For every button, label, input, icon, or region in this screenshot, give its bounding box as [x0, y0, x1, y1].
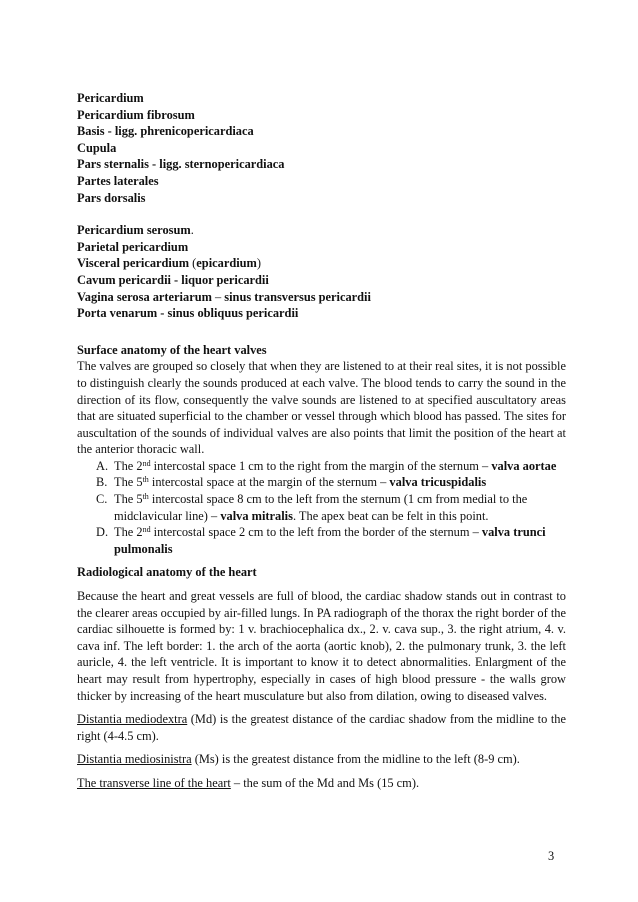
- serosum-sinus-transversus: sinus transversus pericardii: [224, 289, 371, 304]
- list-marker: B.: [96, 475, 108, 490]
- spacer: [77, 704, 566, 711]
- radiological-paragraph: Because the heart and great vessels are full of blood, the cardiac shadow stands out in contrast to the clearer areas occupied by air-filled lungs. In PA radiograph of the thorax the right border of the cardiac silhouette is formed by: 1 v. brachiocephalica dx., 2. v. cava sup., 3. the right atrium, 4. v. cava inf. The left border: 1. the arch of the aorta (aortic knob), 2. the pulmonary trunk, 3. the left auricle, 4. the left ventricle. It is important to know it to detect abnormalities. Enlargment of the heart may result from hypertrophy, especially in cases of high blood pressure - the walls grow thicker by increasing of the heart musculature but also from dilation, owing to diseased valves.: [77, 589, 566, 703]
- serosum-visceral: Visceral pericardium: [77, 256, 190, 271]
- serosum-porta: Porta venarum - sinus obliquus pericardii: [77, 306, 299, 321]
- pericardium-line: Pars dorsalis: [77, 190, 146, 205]
- valve-name: valva trunci pulmonalis: [114, 525, 546, 556]
- ms-term: Distantia mediosinistra: [77, 752, 192, 767]
- valve-text: The 5: [114, 492, 143, 507]
- valve-text: intercostal space 2 cm to the left from the border of the sternum –: [150, 525, 482, 540]
- spacer: [77, 206, 566, 222]
- spacer: [77, 768, 566, 775]
- valve-item-c: [96, 491, 566, 524]
- serosum-vagina-line: [77, 289, 566, 306]
- serosum-parietal: Parietal pericardium: [77, 239, 189, 254]
- pericardium-list: [77, 90, 566, 206]
- spacer: [77, 557, 566, 564]
- serosum-vagina: Vagina serosa arteriarum: [77, 289, 212, 304]
- valve-item-a: [96, 458, 566, 475]
- valve-item-d: [96, 524, 566, 557]
- spacer: [77, 322, 566, 342]
- md-term: Distantia mediodextra: [77, 712, 188, 727]
- valve-text: intercostal space at the margin of the sternum –: [148, 475, 390, 490]
- serosum-visceral-close: ): [256, 256, 262, 271]
- ms-text: (Ms) is the greatest distance from the midline to the left (8-9 cm).: [191, 752, 520, 767]
- serosum-list: [77, 222, 566, 322]
- spacer: [77, 744, 566, 751]
- pericardium-line: Partes laterales: [77, 173, 159, 188]
- list-marker: D.: [96, 525, 109, 540]
- transverse-definition: [77, 775, 566, 792]
- pericardium-line: Pericardium: [77, 91, 144, 105]
- serosum-visceral-open: (: [189, 256, 197, 271]
- serosum-epicardium: epicardium: [196, 256, 257, 271]
- valve-text: The 2: [114, 458, 143, 473]
- pericardium-line: Cupula: [77, 140, 117, 155]
- serosum-cavum: Cavum pericardii - liquor pericardii: [77, 272, 269, 287]
- ordinal-sup: th: [142, 492, 149, 502]
- md-text: (Md) is the greatest distance of the cardiac shadow from the midline to the right (4-4.5 cm).: [77, 712, 566, 743]
- ordinal-sup: th: [142, 475, 149, 485]
- serosum-title: Pericardium serosum: [77, 223, 191, 238]
- radiological-heading: Radiological anatomy of the heart: [77, 565, 257, 580]
- transverse-term: The transverse line of the heart: [77, 775, 231, 790]
- valve-text: intercostal space 8 cm to the left from the sternum (1 cm from medial to the midclavicular line) –: [114, 492, 528, 523]
- serosum-title-line: [77, 222, 566, 239]
- list-marker: A.: [96, 458, 109, 473]
- valve-text: intercostal space 1 cm to the right from the margin of the sternum –: [150, 458, 492, 473]
- serosum-title-suffix: .: [190, 223, 194, 238]
- document-page: [77, 90, 566, 792]
- valve-name: valva aortae: [491, 458, 557, 473]
- pericardium-line: Pars sternalis - ligg. sternopericardiaca: [77, 157, 285, 172]
- serosum-vagina-dash: –: [211, 289, 225, 304]
- valve-text: . The apex beat can be felt in this point.: [292, 508, 489, 523]
- ms-definition: [77, 751, 566, 768]
- ordinal-sup: nd: [142, 525, 151, 535]
- md-definition: [77, 711, 566, 744]
- pericardium-line: Basis - ligg. phrenicopericardiaca: [77, 124, 254, 139]
- valve-name: valva mitralis: [220, 508, 293, 523]
- page-number: 3: [548, 849, 555, 863]
- valve-item-b: [96, 474, 566, 491]
- serosum-visceral-line: [77, 255, 566, 272]
- ordinal-sup: nd: [142, 458, 151, 468]
- valve-text: The 2: [114, 525, 143, 540]
- spacer: [77, 581, 566, 588]
- transverse-text: – the sum of the Md and Ms (15 cm).: [230, 775, 420, 790]
- list-marker: C.: [96, 492, 108, 507]
- valve-text: The 5: [114, 475, 143, 490]
- pericardium-line: Pericardium fibrosum: [77, 107, 195, 122]
- surface-heading: Surface anatomy of the heart valves: [77, 342, 267, 357]
- surface-paragraph: The valves are grouped so closely that when they are listened to at their real sites, it is not possible to distinguish clearly the sounds produced at each valve. The blood tends to carry the sound in the direction of its flow, consequently the valve sounds are listened to at specified auscultatory areas that are situated superficial to the chamber or vessel through which blood has passed. The sites for auscultation of the sounds of individual valves are also points that limit the position of the heart at the anterior thoracic wall.: [77, 359, 566, 457]
- valve-list: [77, 458, 566, 558]
- valve-name: valva tricuspidalis: [389, 475, 487, 490]
